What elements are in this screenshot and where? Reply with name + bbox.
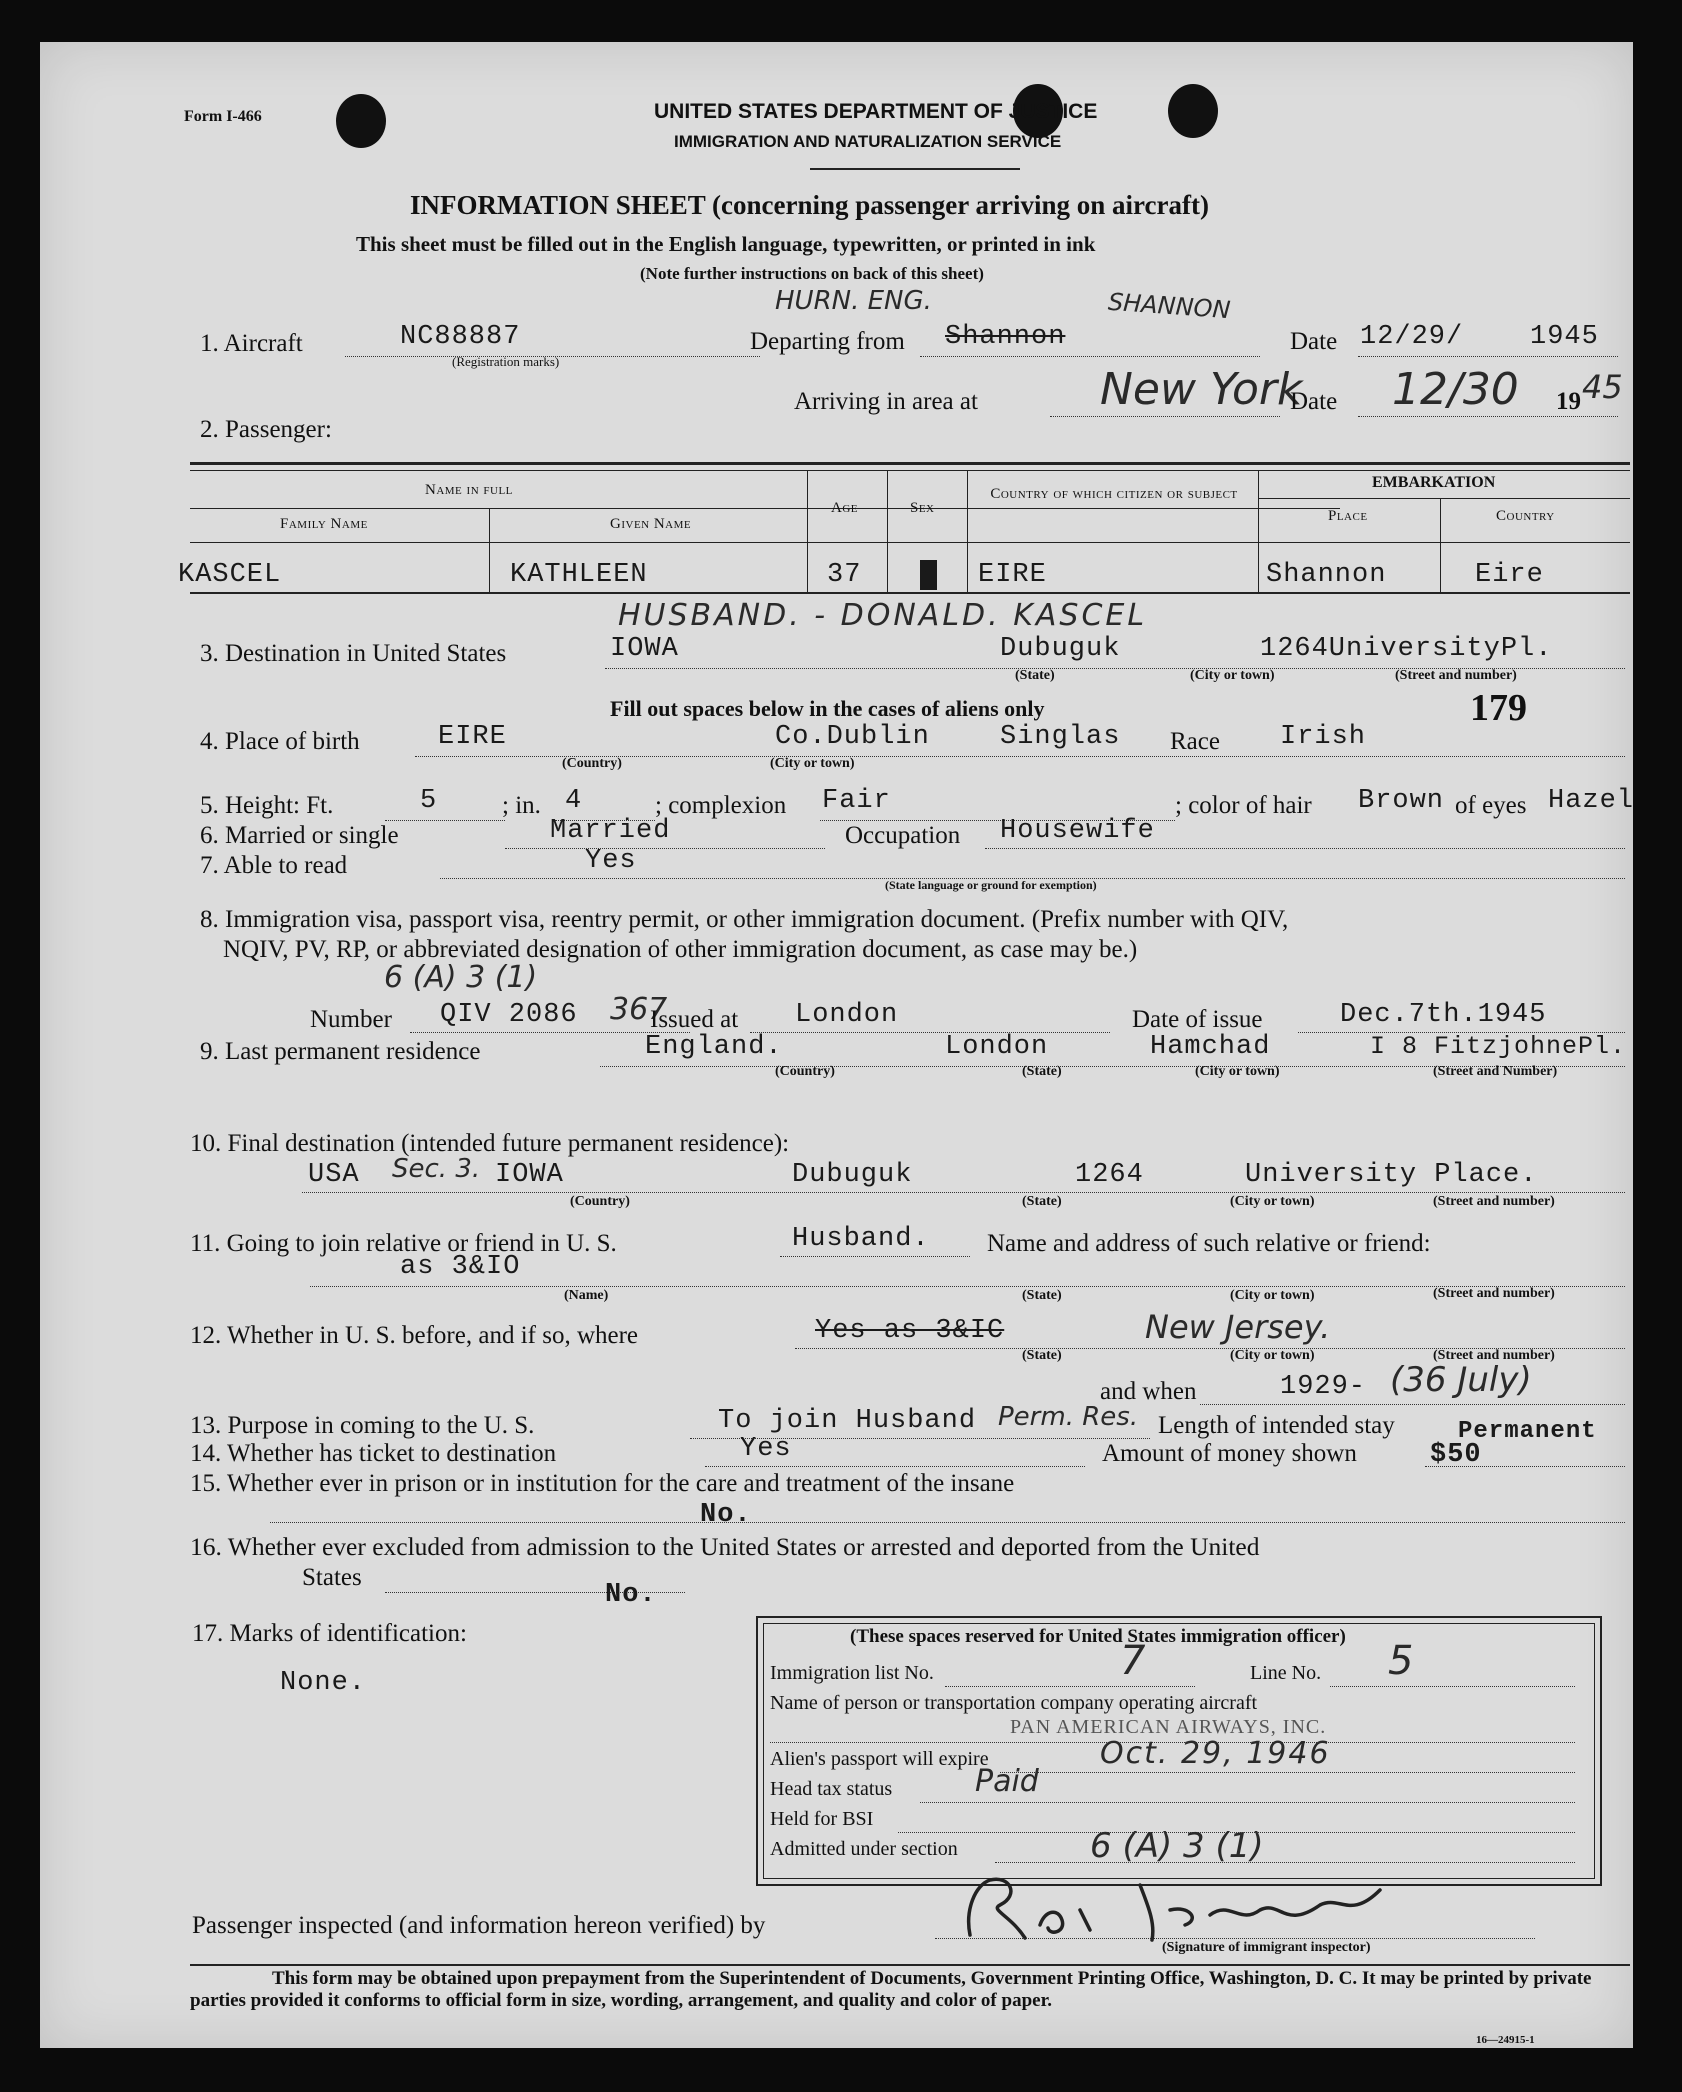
- final-handwritten: Sec. 3.: [392, 1154, 481, 1184]
- page-title: INFORMATION SHEET (concerning passenger arriving on aircraft): [410, 190, 1209, 220]
- prison-label: 15. Whether ever in prison or in institution for the care and treatment of the insane: [190, 1470, 1015, 1497]
- visa-handwritten: 6 (A) 3 (1): [384, 960, 538, 995]
- age-value: 37: [827, 560, 862, 590]
- arrival-date-handwritten: 12/30: [1392, 364, 1519, 415]
- complexion-value: Fair: [822, 786, 891, 816]
- embark-place-value: Shannon: [1266, 560, 1387, 590]
- embarkation-header: EMBARKATION: [1372, 474, 1496, 491]
- footer-code: 16—24915-1: [1476, 2034, 1535, 2046]
- city-caption: (City or town): [1230, 1194, 1315, 1209]
- punch-hole: [1168, 84, 1218, 138]
- birth-town: Singlas: [1000, 722, 1121, 752]
- marital-line: [505, 848, 825, 849]
- country-header: Country: [1496, 508, 1555, 524]
- excluded-value: No.: [605, 1580, 657, 1610]
- arrival-date-line: [1358, 416, 1618, 417]
- ticket-value: Yes: [740, 1434, 792, 1464]
- punch-hole: [336, 94, 386, 148]
- race-label: Race: [1170, 728, 1220, 755]
- departure-date: 12/29/: [1360, 322, 1464, 352]
- given-name-header: Given Name: [610, 516, 692, 532]
- departing-handwritten-right: SHANNON: [1107, 287, 1232, 325]
- passenger-label: 2. Passenger:: [200, 416, 332, 443]
- instruction-text: This sheet must be filled out in the English language, typewritten, or printed in ink: [356, 232, 1096, 256]
- col-divider: [967, 470, 968, 592]
- relative-name-line: [310, 1286, 1625, 1287]
- when-label: and when: [1100, 1378, 1197, 1405]
- departure-year: 1945: [1530, 322, 1599, 352]
- street-caption: (Street and number): [1395, 668, 1517, 683]
- tax-line: [920, 1802, 1575, 1803]
- excluded-label-line1: 16. Whether ever excluded from admission to the United States or arrested and deported from the United: [190, 1532, 1260, 1561]
- money-value: $50: [1430, 1440, 1482, 1470]
- eyes-value: Hazel: [1548, 786, 1635, 816]
- visa-label-line2: NQIV, PV, RP, or abbreviated designation of other immigration document, as case may be.): [223, 936, 1138, 963]
- visa-number: QIV 2086: [440, 1000, 578, 1030]
- country-caption: (Country): [775, 1064, 835, 1079]
- arriving-label: Arriving in area at: [794, 388, 978, 415]
- final-city: Dubuguk: [792, 1160, 913, 1190]
- destination-state: IOWA: [610, 634, 679, 664]
- final-country: USA: [308, 1160, 360, 1190]
- arrival-date-label: Date: [1290, 388, 1338, 415]
- tax-label: Head tax status: [770, 1778, 893, 1800]
- line-no-value: 5: [1388, 1638, 1414, 1684]
- visa-number-label: Number: [310, 1006, 392, 1033]
- marital-label: 6. Married or single: [200, 822, 399, 849]
- money-label: Amount of money shown: [1102, 1440, 1357, 1467]
- prison-value: No.: [700, 1500, 752, 1530]
- join-relative-value: Husband.: [792, 1224, 930, 1254]
- country-caption: (Country): [562, 756, 622, 771]
- city-caption: (City or town): [1190, 668, 1275, 683]
- excluded-label-line2: States: [302, 1564, 362, 1591]
- operator-value: PAN AMERICAN AIRWAYS, INC.: [1010, 1716, 1327, 1738]
- embarkation-mid-rule: [1258, 498, 1630, 499]
- date-label: Date: [1290, 328, 1338, 355]
- purpose-label: 13. Purpose in coming to the U. S.: [190, 1412, 535, 1439]
- state-caption: (State): [1022, 1194, 1062, 1209]
- departing-line: [920, 356, 1260, 357]
- aliens-note: Fill out spaces below in the cases of aliens only: [610, 696, 1045, 721]
- birthplace-label: 4. Place of birth: [200, 728, 360, 755]
- state-caption: (State): [1022, 1064, 1062, 1079]
- col-divider: [489, 508, 490, 592]
- hair-value: Brown: [1358, 786, 1445, 816]
- aircraft-label: 1. Aircraft: [200, 330, 303, 357]
- height-in: 4: [565, 786, 583, 816]
- birth-country: EIRE: [438, 722, 507, 752]
- city-caption: (City or town): [1230, 1348, 1315, 1363]
- final-street: University Place.: [1245, 1160, 1538, 1190]
- arrival-year-handwritten: 45: [1582, 368, 1623, 406]
- height-label: 5. Height: Ft.: [200, 792, 334, 819]
- date-line: [1358, 356, 1618, 357]
- when-handwritten: (36 July): [1390, 1360, 1532, 1400]
- street-caption: (Street and number): [1433, 1348, 1555, 1363]
- signature-caption: (Signature of immigrant inspector): [1162, 1940, 1371, 1955]
- purpose-handwritten: Perm. Res.: [998, 1402, 1139, 1432]
- birth-city: Co.Dublin: [775, 722, 930, 752]
- departing-handwritten: HURN. ENG.: [775, 286, 932, 316]
- issue-date-value: Dec.7th.1945: [1340, 1000, 1547, 1030]
- divider: [810, 168, 1020, 170]
- country-citizen-header: Country of which citizen or subject: [990, 486, 1238, 502]
- family-name-value: KASCEL: [178, 560, 282, 590]
- marital-value: Married: [550, 816, 671, 846]
- residence-street: I 8 FitzjohnePl.: [1370, 1032, 1627, 1061]
- final-number: 1264: [1075, 1160, 1144, 1190]
- destination-city: Dubuguk: [1000, 634, 1121, 664]
- read-caption: (State language or ground for exemption): [885, 878, 1097, 892]
- table-header-bottom-rule: [190, 542, 1630, 543]
- given-name-value: KATHLEEN: [510, 560, 648, 590]
- residence-country: England.: [645, 1032, 783, 1062]
- department-title: UNITED STATES DEPARTMENT OF JUSTICE: [654, 100, 1098, 123]
- state-caption: (State): [1022, 1288, 1062, 1303]
- form-sheet: [40, 42, 1633, 2048]
- age-header: Age: [831, 500, 858, 516]
- stay-value: Permanent: [1458, 1418, 1597, 1445]
- residence-label: 9. Last permanent residence: [200, 1038, 481, 1065]
- ticket-line: [705, 1466, 1085, 1467]
- ticket-label: 14. Whether has ticket to destination: [190, 1440, 557, 1467]
- embark-country-value: Eire: [1475, 560, 1544, 590]
- husband-handwritten-note: HUSBAND. - DONALD. KASCEL: [618, 598, 1148, 633]
- visa-label-line1: 8. Immigration visa, passport visa, reentry permit, or other immigration document. (Prefix number with QIV,: [200, 906, 1289, 933]
- final-destination-label: 10. Final destination (intended future permanent residence):: [190, 1130, 790, 1157]
- relative-name-value: as 3&IO: [400, 1252, 521, 1282]
- arriving-line: [1050, 416, 1280, 417]
- col-divider: [887, 470, 888, 592]
- family-name-header: Family Name: [280, 516, 368, 532]
- issued-at-value: London: [795, 1000, 899, 1030]
- city-caption: (City or town): [770, 756, 855, 771]
- service-title: IMMIGRATION AND NATURALIZATION SERVICE: [674, 132, 1062, 151]
- occupation-value: Housewife: [1000, 816, 1155, 846]
- arrival-year-prefix: 19: [1556, 388, 1581, 415]
- state-caption: (State): [1015, 668, 1055, 683]
- previous-us-label: 12. Whether in U. S. before, and if so, where: [190, 1322, 639, 1349]
- note-text: (Note further instructions on back of this sheet): [640, 264, 984, 283]
- inspected-label: Passenger inspected (and information hereon verified) by: [192, 1912, 766, 1939]
- registration-caption: (Registration marks): [452, 354, 560, 369]
- country-caption: (Country): [570, 1194, 630, 1209]
- stay-label: Length of intended stay: [1158, 1412, 1395, 1439]
- issued-label: Issued at: [650, 1006, 739, 1033]
- sex-value: F: [920, 560, 938, 590]
- when-line: [1200, 1404, 1625, 1405]
- occupation-label: Occupation: [845, 822, 961, 849]
- residence-state: London: [945, 1032, 1049, 1062]
- join-relative-line: [780, 1256, 970, 1257]
- street-caption: (Street and number): [1433, 1194, 1555, 1209]
- occupation-line: [985, 848, 1625, 849]
- operator-label: Name of person or transportation company operating aircraft: [770, 1692, 1258, 1714]
- when-value: 1929-: [1280, 1372, 1367, 1402]
- height-in-label: ; in.: [502, 792, 541, 819]
- previous-us-value: Yes as 3&IC: [815, 1316, 1005, 1346]
- aircraft-value: NC88887: [400, 322, 521, 352]
- bsi-label: Held for BSI: [770, 1808, 874, 1830]
- purpose-value: To join Husband: [718, 1406, 977, 1436]
- name-in-full-header: Name in full: [425, 482, 513, 498]
- passport-label: Alien's passport will expire: [770, 1748, 989, 1770]
- section-value: 6 (A) 3 (1): [1090, 1826, 1264, 1866]
- city-caption: (City or town): [1230, 1288, 1315, 1303]
- street-caption: (Street and number): [1433, 1286, 1555, 1301]
- height-ft: 5: [420, 786, 438, 816]
- form-number: Form I-466: [184, 108, 262, 125]
- officer-title: (These spaces reserved for United States immigration officer): [850, 1626, 1346, 1647]
- col-divider: [807, 470, 808, 592]
- col-divider: [1440, 498, 1441, 592]
- inspector-signature: [940, 1870, 1440, 1950]
- table-top-rule-thin: [190, 470, 1630, 471]
- footer-text: This form may be obtained upon prepayment from the Superintendent of Documents, Government Printing Office, Washington, D. C. It may be printed by private parties provided it conforms to official form in size, wording, arrangement, and quality and color of paper.: [190, 1968, 1592, 2011]
- join-relative-label: 11. Going to join relative or friend in U. S.: [190, 1230, 617, 1257]
- read-value: Yes: [585, 846, 637, 876]
- footer-rule: [190, 1964, 1630, 1966]
- identification-value: None.: [280, 1668, 367, 1698]
- name-caption: (Name): [564, 1288, 609, 1303]
- table-header-mid-rule: [190, 508, 1340, 509]
- final-state: IOWA: [495, 1160, 564, 1190]
- tax-value: Paid: [975, 1764, 1039, 1799]
- list-no-label: Immigration list No.: [770, 1662, 934, 1684]
- sex-header: Sex: [910, 500, 935, 516]
- arriving-handwritten: New York: [1100, 364, 1303, 415]
- street-caption: (Street and Number): [1433, 1064, 1558, 1079]
- list-no-line: [945, 1686, 1195, 1687]
- departing-label: Departing from: [750, 328, 905, 355]
- section-label: Admitted under section: [770, 1838, 958, 1860]
- eyes-label: of eyes: [1455, 792, 1527, 819]
- complexion-label: ; complexion: [655, 792, 787, 819]
- issue-date-label: Date of issue: [1132, 1006, 1263, 1033]
- citizen-value: EIRE: [978, 560, 1047, 590]
- passport-value: Oct. 29, 1946: [1100, 1736, 1331, 1771]
- col-divider: [1258, 470, 1259, 592]
- place-header: Place: [1328, 508, 1368, 524]
- visa-number-handwritten: 367: [610, 992, 668, 1027]
- table-bottom-rule: [190, 592, 1630, 594]
- final-destination-line: [302, 1192, 1625, 1193]
- departing-value: Shannon: [945, 322, 1066, 352]
- passport-line: [1000, 1772, 1575, 1773]
- section-line: [995, 1862, 1575, 1863]
- line-no-line: [1330, 1686, 1575, 1687]
- table-top-rule: [190, 462, 1630, 465]
- read-label: 7. Able to read: [200, 852, 348, 879]
- prison-line: [270, 1522, 1625, 1523]
- destination-label: 3. Destination in United States: [200, 640, 507, 667]
- height-ft-line: [385, 820, 505, 821]
- destination-street: 1264UniversityPl.: [1260, 634, 1553, 664]
- identification-label: 17. Marks of identification:: [192, 1620, 467, 1647]
- issued-line: [750, 1032, 1110, 1033]
- line-no-label: Line No.: [1250, 1662, 1322, 1684]
- state-caption: (State): [1022, 1348, 1062, 1363]
- city-caption: (City or town): [1195, 1064, 1280, 1079]
- list-no-value: 7: [1120, 1638, 1146, 1684]
- previous-us-handwritten: New Jersey.: [1145, 1308, 1331, 1346]
- residence-city: Hamchad: [1150, 1032, 1271, 1062]
- stamp-number: 179: [1470, 687, 1527, 729]
- race-value: Irish: [1280, 722, 1367, 752]
- relative-name-label: Name and address of such relative or friend:: [987, 1230, 1431, 1257]
- hair-label: ; color of hair: [1175, 792, 1312, 819]
